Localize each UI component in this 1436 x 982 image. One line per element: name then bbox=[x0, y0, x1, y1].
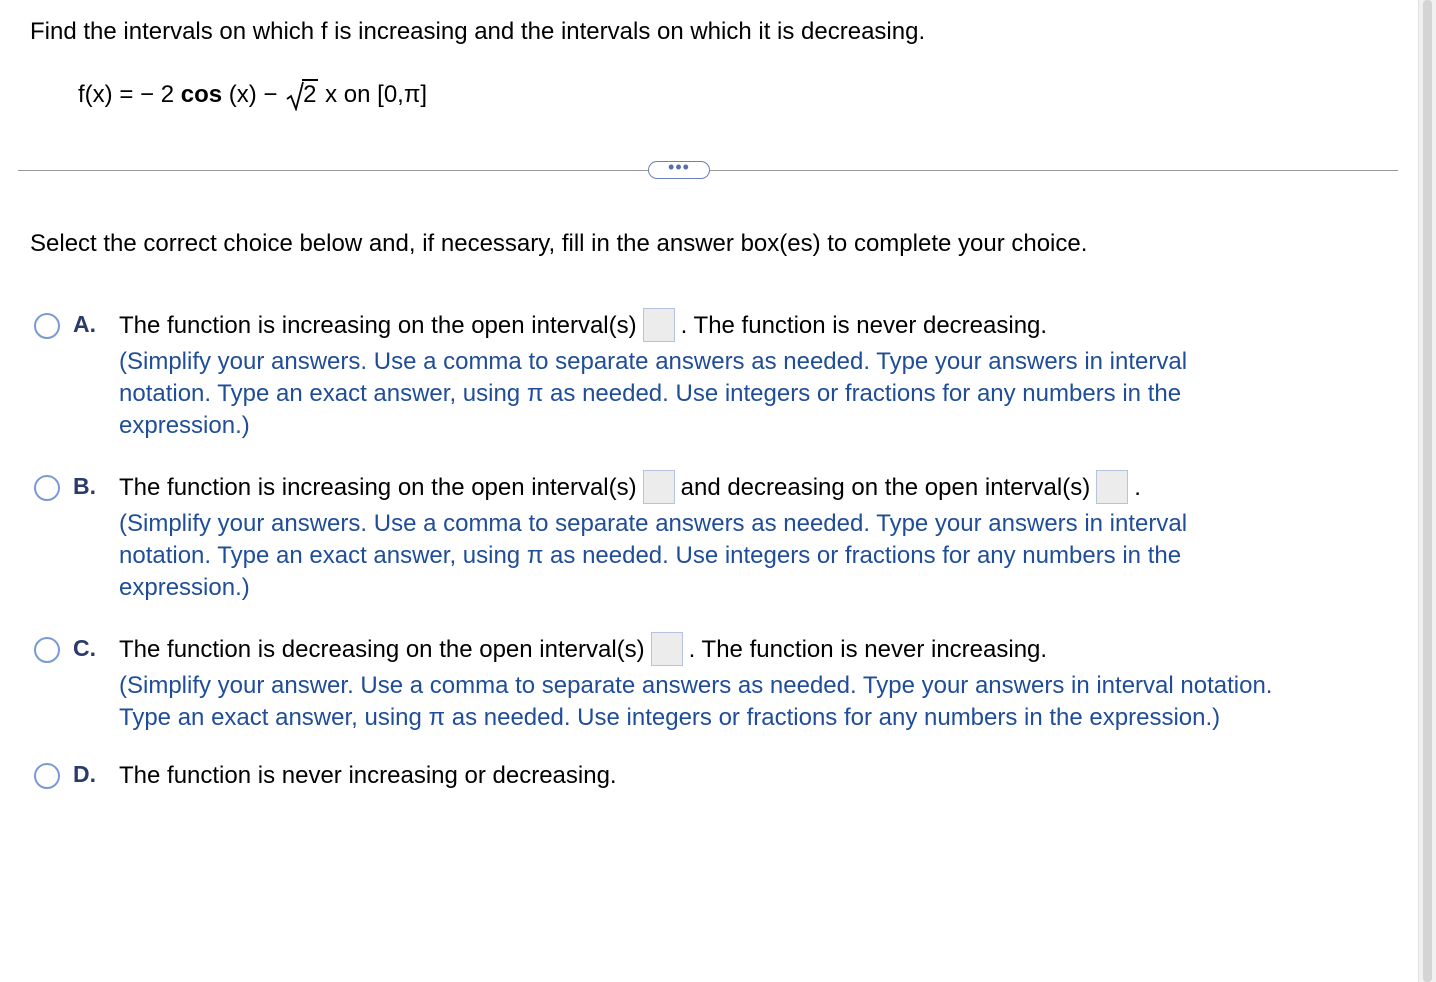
choice-a-letter: A. bbox=[73, 311, 96, 337]
choice-c-statement bbox=[119, 634, 1379, 666]
choice-a-body bbox=[119, 310, 1379, 442]
choice-d-body bbox=[119, 760, 1379, 792]
choice-d-statement: The function is never increasing or decreasing. bbox=[119, 762, 617, 789]
vertical-scrollbar[interactable] bbox=[1418, 0, 1436, 982]
choice-b-hint-line: (Simplify your answers. Use a comma to separate answers as needed. Type your answers in interval bbox=[119, 510, 1188, 537]
choice-a-hint-line: notation. Type an exact answer, using π as needed. Use integers or fractions for any numbers in the bbox=[119, 380, 1182, 407]
formula-coefficient: − 2 bbox=[140, 81, 181, 108]
choice-c-pre: The function is decreasing on the open interval(s) bbox=[119, 636, 645, 663]
choice-c-hint bbox=[119, 670, 1379, 734]
choice-b-letter: B. bbox=[73, 473, 96, 499]
radical-sign-icon bbox=[286, 81, 304, 111]
formula-arg: (x) − bbox=[222, 81, 285, 108]
choice-b-body bbox=[119, 472, 1379, 604]
choice-b-decreasing-input[interactable] bbox=[1096, 470, 1128, 504]
choice-b-pre: The function is increasing on the open interval(s) bbox=[119, 474, 637, 501]
choice-b-hint-line: notation. Type an exact answer, using π as needed. Use integers or fractions for any numbers in the bbox=[119, 542, 1182, 569]
choice-a-statement bbox=[119, 310, 1379, 342]
choice-b-mid: and decreasing on the open interval(s) bbox=[680, 474, 1091, 501]
choice-b-increasing-input[interactable] bbox=[643, 470, 675, 504]
scrollbar-thumb[interactable] bbox=[1423, 0, 1432, 982]
choice-b-radio[interactable] bbox=[34, 475, 60, 501]
choice-c-decreasing-input[interactable] bbox=[651, 632, 683, 666]
choice-a-hint bbox=[119, 346, 1379, 442]
choice-c-hint-line: Type an exact answer, using π as needed. Use integers or fractions for any numbers in the expression.) bbox=[119, 704, 1221, 731]
square-root bbox=[286, 77, 318, 113]
choice-c-letter: C. bbox=[73, 635, 96, 661]
formula-rest: x on [0,π] bbox=[318, 81, 428, 108]
choice-a-hint-line: expression.) bbox=[119, 412, 250, 439]
choice-a-pre: The function is increasing on the open interval(s) bbox=[119, 312, 637, 339]
choice-c-radio[interactable] bbox=[34, 637, 60, 663]
question-prompt: Find the intervals on which f is increasing and the intervals on which it is decreasing. bbox=[30, 18, 926, 45]
choice-a-post: . The function is never decreasing. bbox=[680, 312, 1048, 339]
choice-d-radio[interactable] bbox=[34, 763, 60, 789]
choice-a-hint-line: (Simplify your answers. Use a comma to separate answers as needed. Type your answers in interval bbox=[119, 348, 1188, 375]
choice-a-increasing-input[interactable] bbox=[643, 308, 675, 342]
choice-b-hint bbox=[119, 508, 1379, 604]
choice-c-hint-line: (Simplify your answer. Use a comma to separate answers as needed. Type your answers in interval notation. bbox=[119, 672, 1273, 699]
instruction-text: Select the correct choice below and, if necessary, fill in the answer box(es) to complete your choice. bbox=[30, 230, 1088, 257]
radicand: 2 bbox=[303, 81, 317, 108]
formula-lhs: f(x) = bbox=[78, 81, 141, 108]
choice-b-hint-line: expression.) bbox=[119, 574, 250, 601]
choice-b-post: . bbox=[1134, 474, 1141, 501]
formula-cos: cos bbox=[180, 81, 223, 108]
choice-b-statement bbox=[119, 472, 1379, 504]
choice-a-radio[interactable] bbox=[34, 313, 60, 339]
show-more-button[interactable]: ••• bbox=[648, 161, 710, 179]
choice-c-post: . The function is never increasing. bbox=[688, 636, 1048, 663]
function-formula bbox=[78, 77, 427, 113]
choice-c-body bbox=[119, 634, 1379, 734]
choice-d-letter: D. bbox=[73, 761, 96, 787]
